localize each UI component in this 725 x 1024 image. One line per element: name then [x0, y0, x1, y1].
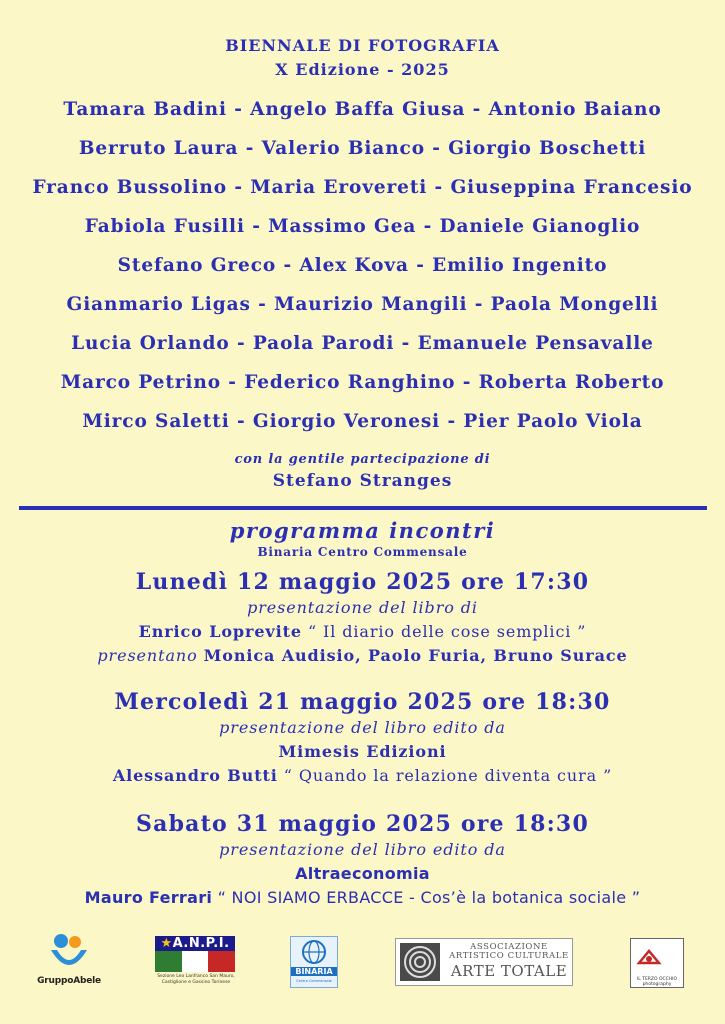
event-intro: presentazione del libro edito da	[219, 718, 506, 737]
event-presenters-line	[0, 644, 725, 668]
photographers-line: Franco Bussolino - Maria Eroveretі - Giuseppina Francesio	[32, 177, 693, 198]
binaria-frame	[290, 936, 338, 988]
event-author: Alessandro Butti	[112, 766, 278, 785]
event-2	[0, 688, 725, 788]
arte-totale-association: ASSOCIAZIONE ARTISTICO CULTURALE	[449, 942, 569, 961]
program-title: programma incontri	[229, 518, 496, 543]
edition-label: X Edizione - 2025	[275, 60, 450, 79]
event-publisher: Altraeconomia	[295, 864, 430, 883]
photographers-line: Fabiola Fusilli - Massimo Gea - Daniele Gianoglio	[84, 216, 641, 237]
section-divider	[19, 506, 707, 510]
binaria-logo	[290, 930, 338, 990]
event-date: Sabato 31 maggio 2025 ore 18:30	[136, 811, 589, 837]
event-date: Mercoledì 21 maggio 2025 ore 18:30	[114, 689, 611, 715]
event-book-title: “ Il diario delle cose semplici ”	[307, 622, 587, 641]
photographers-line: Tamara Badini - Angelo Baffa Giusa - Antonio Baiano	[63, 99, 662, 120]
event-book-line	[0, 620, 725, 644]
sponsor-logos	[0, 930, 725, 1000]
anpi-text: A.N.P.I.	[172, 936, 230, 951]
anpi-label	[155, 936, 235, 951]
gruppo-abele-icon	[34, 932, 104, 976]
event-publisher: Mimesis Edizioni	[278, 742, 447, 761]
program-venue: Binaria Centro Commensale	[257, 545, 468, 559]
biennale-title: BIENNALE DI FOTOGRAFIA	[225, 36, 500, 55]
terzo-occhio-frame	[630, 938, 684, 988]
guest-intro: con la gentile partecipazione di	[234, 452, 491, 467]
photographers-line: Marco Petrino - Federico Ranghino - Roberta Roberto	[60, 372, 665, 393]
star-icon: ★	[160, 936, 173, 951]
eye-house-icon	[631, 939, 683, 975]
binaria-label: BINARIA	[291, 967, 337, 976]
event-1	[0, 568, 725, 668]
anpi-caption: Sezione Leo Lanfranco San Mauro, Castiglione e Gassino Torinese	[157, 974, 235, 985]
spiral-icon	[396, 939, 446, 985]
gruppo-abele-label: GruppoAbele	[37, 976, 101, 986]
event-presenters: Monica Audisio, Paolo Furia, Bruno Surace	[203, 646, 628, 665]
event-intro: presentazione del libro edito da	[219, 840, 506, 859]
photographers-line: Stefano Greco - Alex Kova - Emilio Ingenito	[117, 255, 608, 276]
photographers-list	[0, 96, 725, 447]
arte-totale-logo	[395, 930, 573, 990]
event-author: Mauro Ferrari	[84, 888, 213, 907]
event-date: Lunedì 12 maggio 2025 ore 17:30	[135, 569, 590, 595]
event-3	[0, 810, 725, 910]
event-book-line	[0, 764, 725, 788]
photographers-line: Gianmario Ligas - Maurizio Mangili - Paola Mongelli	[66, 294, 659, 315]
terzo-occhio-caption: IL TERZO OCCHIO photography	[636, 977, 678, 987]
binaria-caption: Centro Commensale	[296, 979, 332, 983]
event-book-line	[0, 886, 725, 910]
arte-totale-name: ARTE TOTALE	[450, 962, 568, 980]
event-book-title: “ NOI SIAMO ERBACCE - Cos’è la botanica sociale ”	[217, 888, 641, 907]
photographers-line: Lucia Orlando - Paola Parodi - Emanuele Pensavalle	[71, 333, 654, 354]
gruppo-abele-logo	[34, 932, 104, 992]
event-book-title: “ Quando la relazione diventa cura ”	[283, 766, 613, 785]
event-author: Enrico Loprevite	[138, 622, 302, 641]
terzo-occhio-logo	[630, 930, 684, 990]
photographers-line: Berruto Laura - Valerio Bianco - Giorgio Boschetti	[78, 138, 647, 159]
guest-name: Stefano Stranges	[272, 471, 453, 491]
event-intro: presentazione del libro di	[247, 598, 478, 617]
photographers-line: Mirco Saletti - Giorgio Veronesi - Pier Paolo Viola	[82, 411, 643, 432]
presenters-label: presentano	[97, 646, 198, 665]
arte-totale-frame	[395, 938, 573, 986]
binaria-globe-icon	[291, 937, 337, 967]
anpi-logo	[155, 930, 235, 990]
